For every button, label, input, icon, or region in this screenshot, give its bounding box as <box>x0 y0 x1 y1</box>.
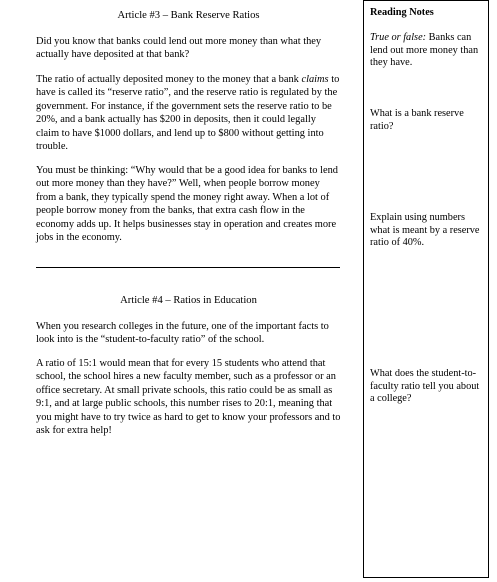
article-4-paragraph-1: When you research colleges in the future, one of the important facts to look into is the “student-to-faculty ratio” of the school. <box>36 321 329 346</box>
article-3-claims-word: claims <box>301 74 329 85</box>
article-divider <box>36 267 340 268</box>
note-question-40-percent: Explain using numbers what is meant by a reserve ratio of 40%. <box>370 212 480 249</box>
note-question-reserve-ratio: What is a bank reserve ratio? <box>370 108 464 132</box>
reading-notes-title: Reading Notes <box>370 7 434 18</box>
note-true-false-label: True or false: <box>370 32 427 43</box>
article-4-title: Article #4 – Ratios in Education <box>120 295 257 306</box>
article-3-paragraph-3: You must be thinking: “Why would that be a good idea for banks to lend out more money than they have?” Well, when people borrow money from a bank, they typically spend the money right away. When a lot of people borrow money from the banks, that extra cash flow in the economy adds up. It helps businesses stay in operation and creates more jobs in the economy. <box>36 165 338 244</box>
note-question-student-faculty: What does the student-to-faculty ratio tell you about a college? <box>370 368 480 405</box>
article-3-paragraph-2-start: The ratio of actually deposited money to the money that a bank <box>36 74 302 85</box>
article-3-title: Article #3 – Bank Reserve Ratios <box>117 10 260 21</box>
note-true-false-text: Banks can lend out more money than they have. <box>370 32 479 69</box>
note-question-true-false <box>370 32 486 70</box>
reading-notes-box <box>363 0 489 578</box>
article-3-paragraph-1: Did you know that banks could lend out more money than what they actually have deposited at that bank? <box>36 36 322 61</box>
article-4-paragraph-2: A ratio of 15:1 would mean that for every 15 students who attend that school, the school hires a new faculty member, such as a professor or an office secretary. At small private schools, this ratio could be as small as 9:1, and at large public schools, this number rises to 20:1, meaning that you might have to try twice as hard to get to know your professors and to ask for extra help! <box>36 358 341 437</box>
article-3-paragraph-2 <box>36 73 341 153</box>
article-3-paragraph-2-end: to have is called its “reserve ratio”, and the reserve ratio is regulated by the government. For instance, if the government sets the reserve ratio to be 20%, and a bank actually has $200 in deposits, then it could legally claim to have $1000 dollars, and lend up to $800 without getting into trouble. <box>36 74 340 153</box>
